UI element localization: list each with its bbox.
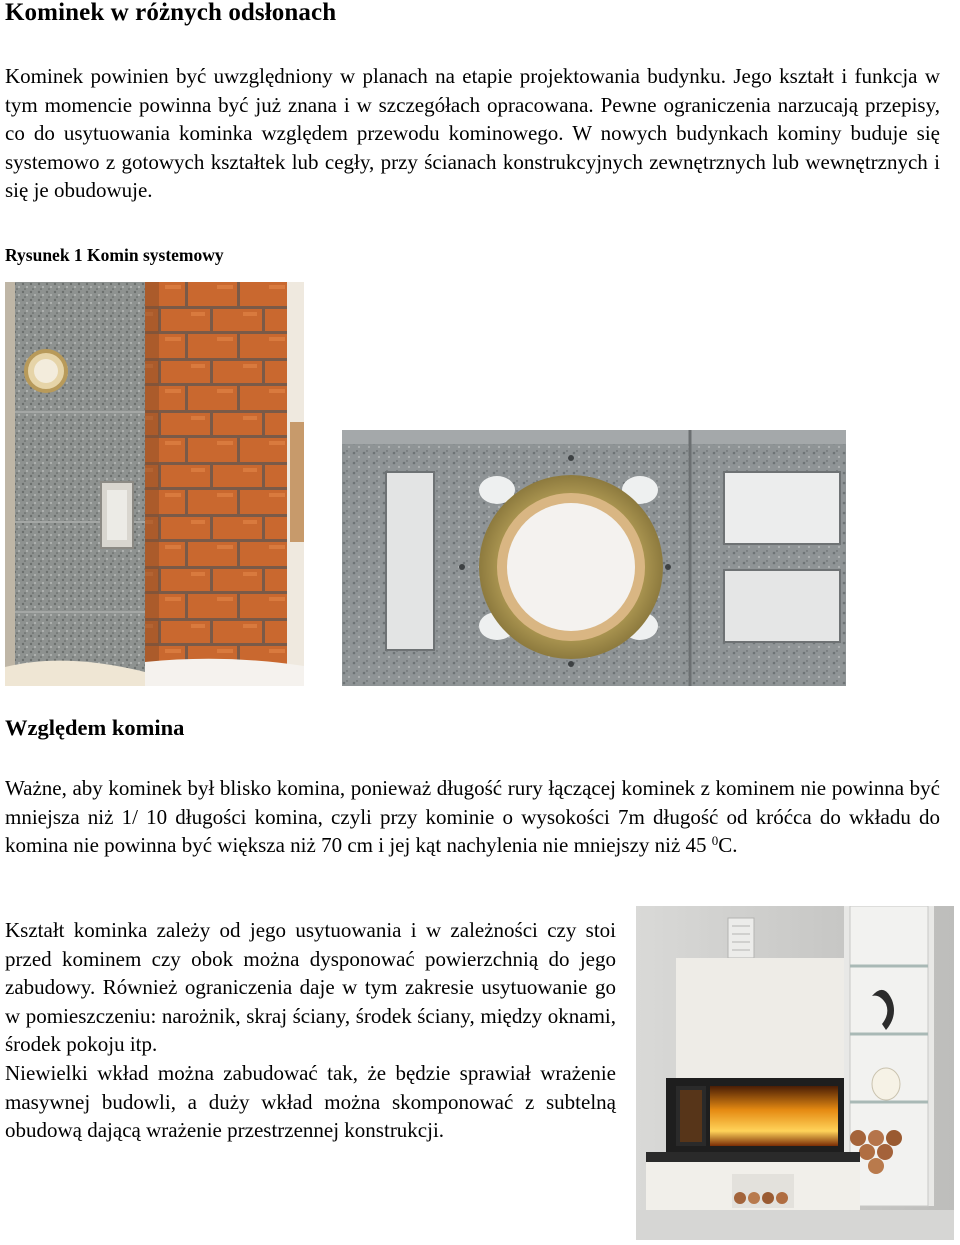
degree-superscript: 0 [711, 833, 719, 849]
section-heading: Względem komina [5, 715, 185, 740]
shape-paragraph-part1: Kształt kominka zależy od jego usytuowania i w zależności czy stoi przed kominem czy obok można dysponować powierzchnią do jego zabudowy. Również ograniczenia daje w tym zakresie usytuowanie go w pomieszczeniu: narożnik, skraj ściany, środek ściany, między oknami, środek pokoju itp. [5, 918, 616, 1057]
figure-caption: Rysunek 1 Komin systemowy [5, 245, 224, 265]
shape-paragraph [5, 916, 616, 1145]
chimney-paragraph-suffix: C. [718, 833, 738, 858]
chimney-block-photo [342, 430, 846, 686]
chimney-paragraph-text: Ważne, aby kominek był blisko komina, ponieważ długość rury łączącej kominek z kominem nie powinna być mniejsza niż 1/ 10 długości komina, czyli przy kominie o wysokości 7m długość od króćca do wkładu do komina nie powinna być większa niż 70 cm i jej kąt nachylenia nie mniejszy niż 45 [5, 776, 940, 858]
chimney-construction-photo [5, 282, 304, 686]
shape-paragraph-part2: Niewielki wkład można zabudować tak, że będzie sprawiał wrażenie masywnej budowli, a duży wkład można skomponować z subtelną obudową dającą wrażenie przestrzennej konstrukcji. [5, 1060, 616, 1143]
intro-paragraph: Kominek powinien być uwzględniony w planach na etapie projektowania budynku. Jego kształt i funkcja w tym momencie powinna być już znana i w szczegółach opracowana. Pewne ograniczenia narzucają przepisy, co do usytuowania kominka względem przewodu kominowego. W nowych budynkach kominy buduje się systemowo z gotowych kształtek lub cegły, przy ścianach konstrukcyjnych zewnętrznych lub wewnętrznych i się je obudowuje. [5, 64, 940, 203]
page-title: Kominek w różnych odsłonach [5, 0, 337, 26]
modern-fireplace-photo [636, 906, 954, 1240]
chimney-paragraph [5, 774, 940, 860]
